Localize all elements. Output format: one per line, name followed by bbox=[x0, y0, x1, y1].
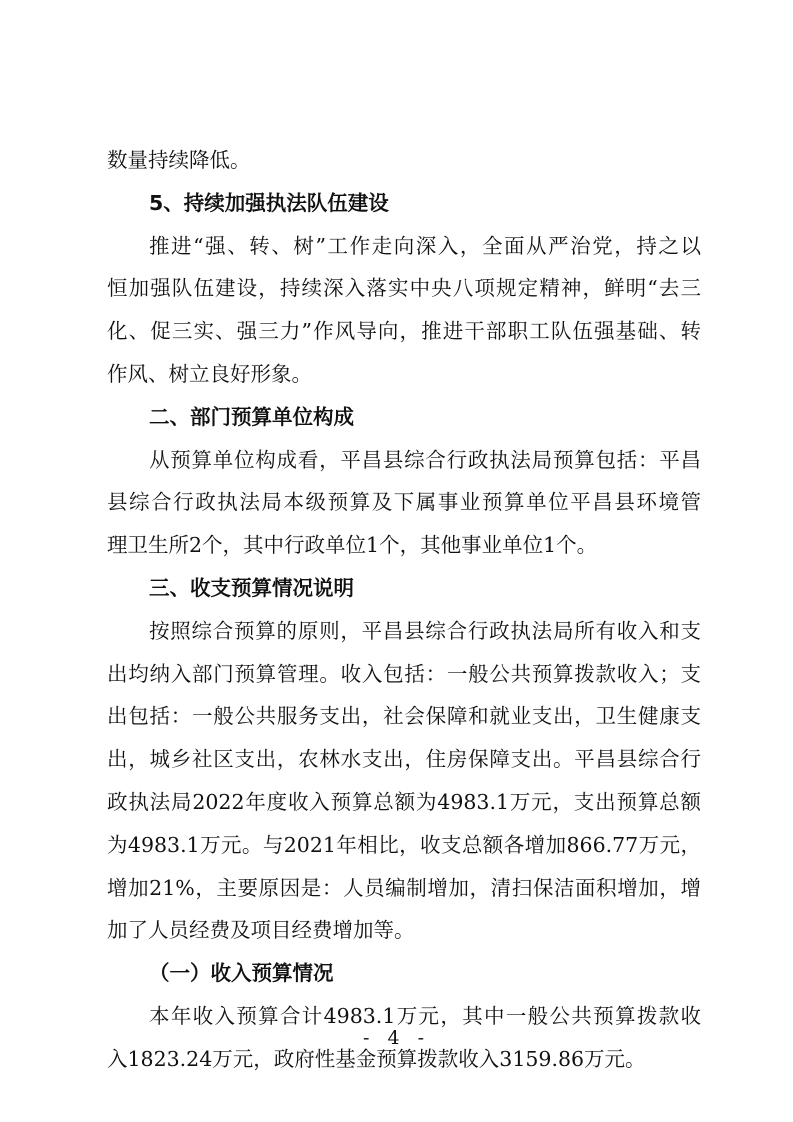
paragraph-line: 化、促三实、强三力”作风导向，推进干部职工队伍强基础、转 bbox=[107, 319, 701, 344]
paragraph bbox=[107, 610, 701, 952]
paragraph-line: 出包括：一般公共服务支出，社会保障和就业支出，卫生健康支 bbox=[107, 704, 701, 729]
paragraph-line: 为4983.1万元。与2021年相比，收支总额各增加866.77万元， bbox=[107, 832, 701, 857]
paragraph-line: 从预算单位构成看，平昌县综合行政执法局预算包括：平昌 bbox=[149, 447, 701, 472]
section-heading: 三、收支预算情况说明 bbox=[149, 575, 354, 600]
paragraph bbox=[107, 139, 701, 182]
section-heading: （一）收入预算情况 bbox=[149, 961, 334, 986]
paragraph-line: 数量持续降低。 bbox=[107, 148, 251, 172]
paragraph-line: 入1823.24万元，政府性基金预算拨款收入3159.86万元。 bbox=[107, 1046, 646, 1071]
paragraph-line: 增加21%，主要原因是：人员编制增加，清扫保洁面积增加，增 bbox=[107, 875, 701, 900]
paragraph-line: 本年收入预算合计4983.1万元，其中一般公共预算拨款收 bbox=[149, 1003, 701, 1028]
document-body bbox=[107, 139, 701, 1081]
page-number: - 4 - bbox=[362, 1027, 430, 1049]
paragraph-line: 推进“强、转、树”工作走向深入，全面从严治党，持之以 bbox=[149, 233, 701, 258]
paragraph-line: 出，城乡社区支出，农林水支出，住房保障支出。平昌县综合行 bbox=[107, 747, 701, 772]
paragraph-line: 作风、树立良好形象。 bbox=[107, 361, 312, 386]
paragraph-line: 理卫生所2个，其中行政单位1个，其他事业单位1个。 bbox=[107, 533, 598, 558]
paragraph bbox=[107, 225, 701, 396]
paragraph-line: 加了人员经费及项目经费增加等。 bbox=[107, 918, 415, 943]
paragraph-line: 恒加强队伍建设，持续深入落实中央八项规定精神，鲜明“去三 bbox=[107, 276, 701, 301]
section-heading: 5、持续加强执法队伍建设 bbox=[149, 190, 389, 215]
paragraph-line: 按照综合预算的原则，平昌县综合行政执法局所有收入和支 bbox=[149, 618, 701, 643]
paragraph-line: 出均纳入部门预算管理。收入包括：一般公共预算拨款收入；支 bbox=[107, 661, 701, 686]
section-heading: 二、部门预算单位构成 bbox=[149, 404, 354, 429]
paragraph-line: 县综合行政执法局本级预算及下属事业预算单位平昌县环境管 bbox=[107, 490, 701, 515]
paragraph bbox=[107, 439, 701, 567]
paragraph-line: 政执法局2022年度收入预算总额为4983.1万元，支出预算总额 bbox=[107, 789, 701, 814]
